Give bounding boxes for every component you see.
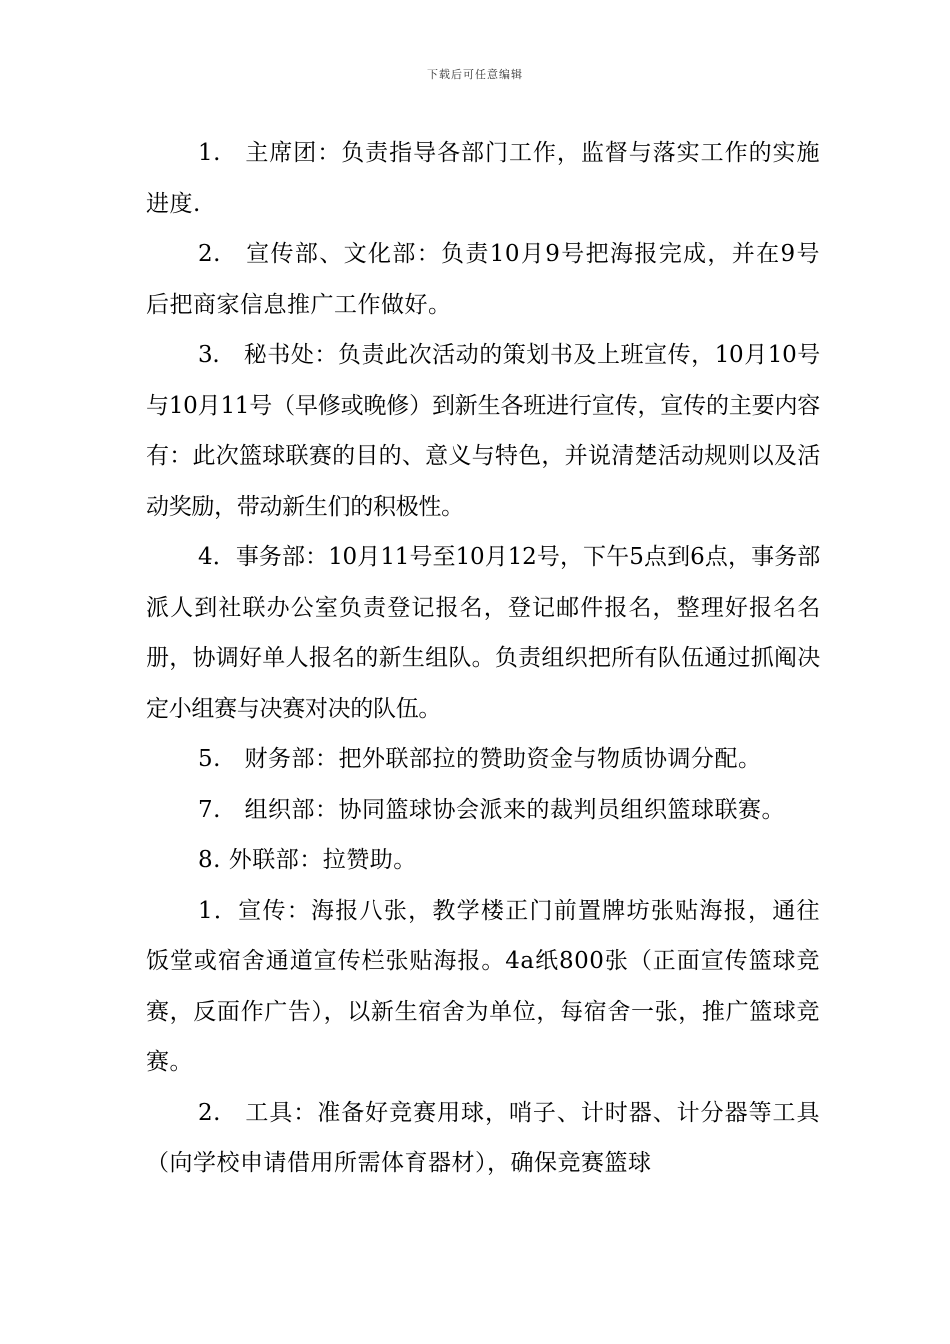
paragraph-presidium: 1. 主席团：负责指导各部门工作，监督与落实工作的实施进度. bbox=[146, 140, 820, 217]
paragraph-affairs: 4．事务部：10月11号至10月12号，下午5点到6点，事务部派人到社联办公室负责登记报名，登记邮件报名，整理好报名名册，协调好单人报名的新生组队。负责组织把所有队伍通过抓阄决定小组赛与决赛对决的队伍。 bbox=[146, 544, 820, 722]
paragraph-tools: 2. 工具：准备好竞赛用球，哨子、计时器、计分器等工具（向学校申请借用所需体育器材），确保竞赛篮球 bbox=[146, 1099, 820, 1176]
paragraph-external-relations: 8. 外联部：拉赞助。 bbox=[198, 847, 417, 873]
page-header: 下载后可任意编辑 bbox=[427, 68, 523, 81]
paragraph-organization: 7. 组织部：协同篮球协会派来的裁判员组织篮球联赛。 bbox=[198, 796, 785, 823]
paragraph-publicity-plan: 1．宣传：海报八张，教学楼正门前置牌坊张贴海报，通往饭堂或宿舍通道宣传栏张贴海报。4a纸800张（正面宣传篮球竞赛，反面作广告），以新生宿舍为单位，每宿舍一张，推广篮球竞赛。 bbox=[146, 897, 820, 1075]
document-body bbox=[146, 128, 820, 1189]
paragraph-publicity-culture: 2. 宣传部、文化部：负责10月9号把海报完成，并在9号后把商家信息推广工作做好。 bbox=[146, 241, 820, 318]
paragraph-finance: 5. 财务部：把外联部拉的赞助资金与物质协调分配。 bbox=[198, 746, 762, 772]
paragraph-secretariat: 3. 秘书处：负责此次活动的策划书及上班宣传，10月10号与10月11号（早修或晚修）到新生各班进行宣传，宣传的主要内容有：此次篮球联赛的目的、意义与特色，并说清楚活动规则以及活动奖励，带动新生们的积极性。 bbox=[146, 342, 820, 520]
